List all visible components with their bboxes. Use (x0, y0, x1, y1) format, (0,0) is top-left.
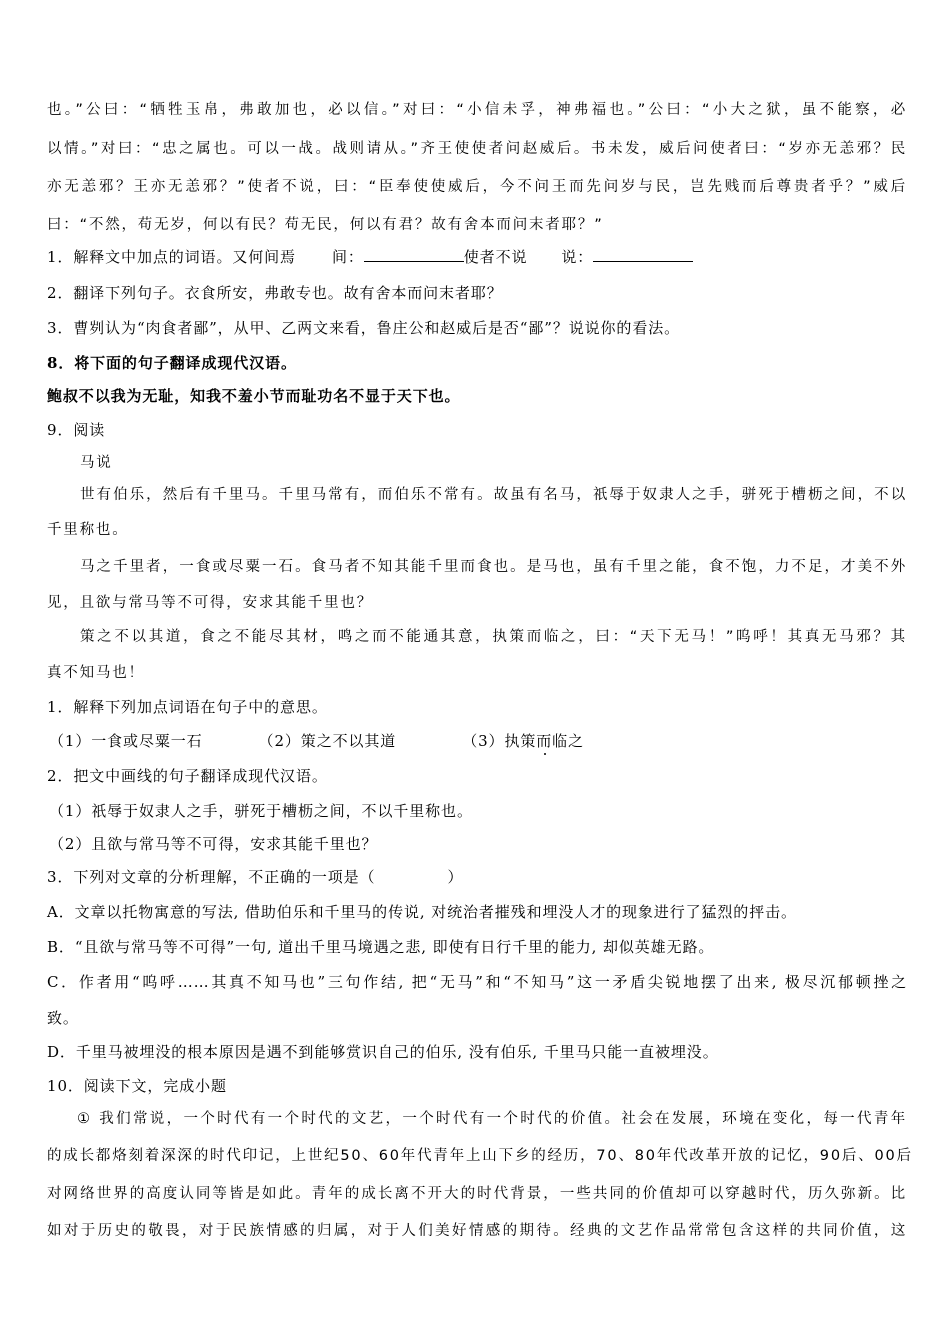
q7-item1 (47, 247, 907, 267)
q10-line: 的成长都烙刻着深深的时代印记，上世纪50、60年代青年上山下乡的经历，70、80年代改革开放的记忆，90后、00后 (47, 1148, 913, 1164)
q8-sentence: 鲍叔不以我为无耻，知我不羞小节而耻功名不显于天下也。 (47, 387, 461, 405)
q7-shuo-label: 说： (561, 248, 594, 266)
q10-title: 10．阅读下文，完成小题 (47, 1077, 227, 1095)
q7-item3: 3．曹刿认为“肉食者鄙”，从甲、乙两文来看，鲁庄公和赵威后是否“鄙”？说说你的看法。 (47, 319, 681, 337)
q9-sub2-b: （2）且欲与常马等不可得，安求其能千里也？ (49, 835, 378, 853)
option-c-cont: 致。 (47, 1009, 79, 1027)
passage-line: 以情。”对曰：“忠之属也。可以一战。战则请从。”齐王使使者问赵威后。书未发，威后问使者曰：“岁亦无恙邪？民 (47, 141, 907, 157)
q9-sub1-c: 执策而临之 (504, 732, 584, 750)
q7-jian-label: 间： (331, 248, 364, 266)
q9-sub1-b: （2）策之不以其道 (258, 732, 397, 750)
essay-title: 马说 (80, 455, 113, 471)
essay-line: 真不知马也！ (47, 665, 145, 681)
q9-sub2: 2．把文中画线的句子翻译成现代汉语。 (47, 767, 328, 785)
passage-line: 曰：“不然，苟无岁，何以有民？苟无民，何以有君？故有舍本而问末者耶？” (47, 217, 604, 233)
q10-line: ① 我们常说，一个时代有一个时代的文艺，一个时代有一个时代的价值。社会在发展，环境在变化，每一代青年 (77, 1111, 907, 1127)
essay-line: 千里称也。 (47, 522, 129, 538)
passage-line: 亦无恙邪？王亦无恙邪？”使者不说，曰：“臣奉使使威后，今不问王而先问岁与民，岂先贱而后尊贵者乎？”威后 (47, 179, 907, 195)
q7-item1-mid: 使者不说 (463, 248, 528, 266)
option-b: B．“且欲与常马等不可得”一句, 道出千里马境遇之悲, 即使有日行千里的能力, 却似英雄无路。 (47, 938, 715, 956)
q7-item2: 2．翻译下列句子。衣食所安，弗敢专也。故有舍本而问末者耶？ (47, 284, 503, 302)
q9-title: 9．阅读 (47, 421, 106, 439)
essay-line: 策之不以其道，食之不能尽其材，鸣之而不能通其意，执策而临之，曰：“天下无马！”呜呼！其真无马邪？其 (80, 629, 907, 645)
q8-title: 8．将下面的句子翻译成现代汉语。 (47, 354, 297, 372)
essay-line: 马之千里者，一食或尽粟一石。食马者不知其能千里而食也。是马也，虽有千里之能，食不饱，力不足，才美不外 (80, 559, 907, 575)
q7-item1-prefix: 1．解释文中加点的词语。又何间焉 (47, 248, 296, 266)
answer-blank[interactable] (593, 247, 693, 262)
passage-line: 也。”公曰：“牺牲玉帛，弗敢加也，必以信。”对曰：“小信未孚，神弗福也。”公曰：“小大之狱，虽不能察，必 (47, 102, 907, 118)
q10-line: 如对于历史的敬畏，对于民族情感的归属，对于人们美好情感的期待。经典的文艺作品常常包含这样的共同价值，这 (47, 1223, 907, 1239)
q9-sub1-a: （1）一食或尽粟一石 (49, 732, 203, 750)
q10-line: 对网络世界的高度认同等皆是如此。青年的成长离不开大的时代背景，一些共同的价值却可以穿越时代，历久弥新。比 (47, 1186, 907, 1202)
q9-sub1-c-prefix: （3） (462, 732, 505, 750)
q9-sub1: 1．解释下列加点词语在句子中的意思。 (47, 698, 328, 716)
q9-sub2-a: （1）祇辱于奴隶人之手，骈死于槽枥之间，不以千里称也。 (49, 802, 473, 820)
q9-sub3-close: ） (447, 868, 464, 886)
q9-sub3-text: 3．下列对文章的分析理解，不正确的一项是（ (47, 868, 376, 886)
option-d: D．千里马被埋没的根本原因是遇不到能够赏识自己的伯乐, 没有伯乐, 千里马只能一直被埋没。 (47, 1043, 719, 1061)
q9-sub3 (47, 867, 907, 887)
option-a: A．文章以托物寓意的写法, 借助伯乐和千里马的传说, 对统治者摧残和埋没人才的现象进行了猛烈的抨击。 (47, 903, 797, 921)
answer-blank[interactable] (364, 247, 464, 262)
q9-sub1-options (49, 731, 909, 751)
essay-line: 世有伯乐，然后有千里马。千里马常有，而伯乐不常有。故虽有名马，祇辱于奴隶人之手，骈死于槽枥之间，不以 (80, 487, 907, 503)
essay-line: 见，且欲与常马等不可得，安求其能千里也？ (47, 595, 373, 611)
option-c: C．作者用“呜呼……其真不知马也”三句作结, 把“无马”和“不知马”这一矛盾尖锐地摆了出来, 极尽沉郁顿挫之 (47, 973, 907, 991)
